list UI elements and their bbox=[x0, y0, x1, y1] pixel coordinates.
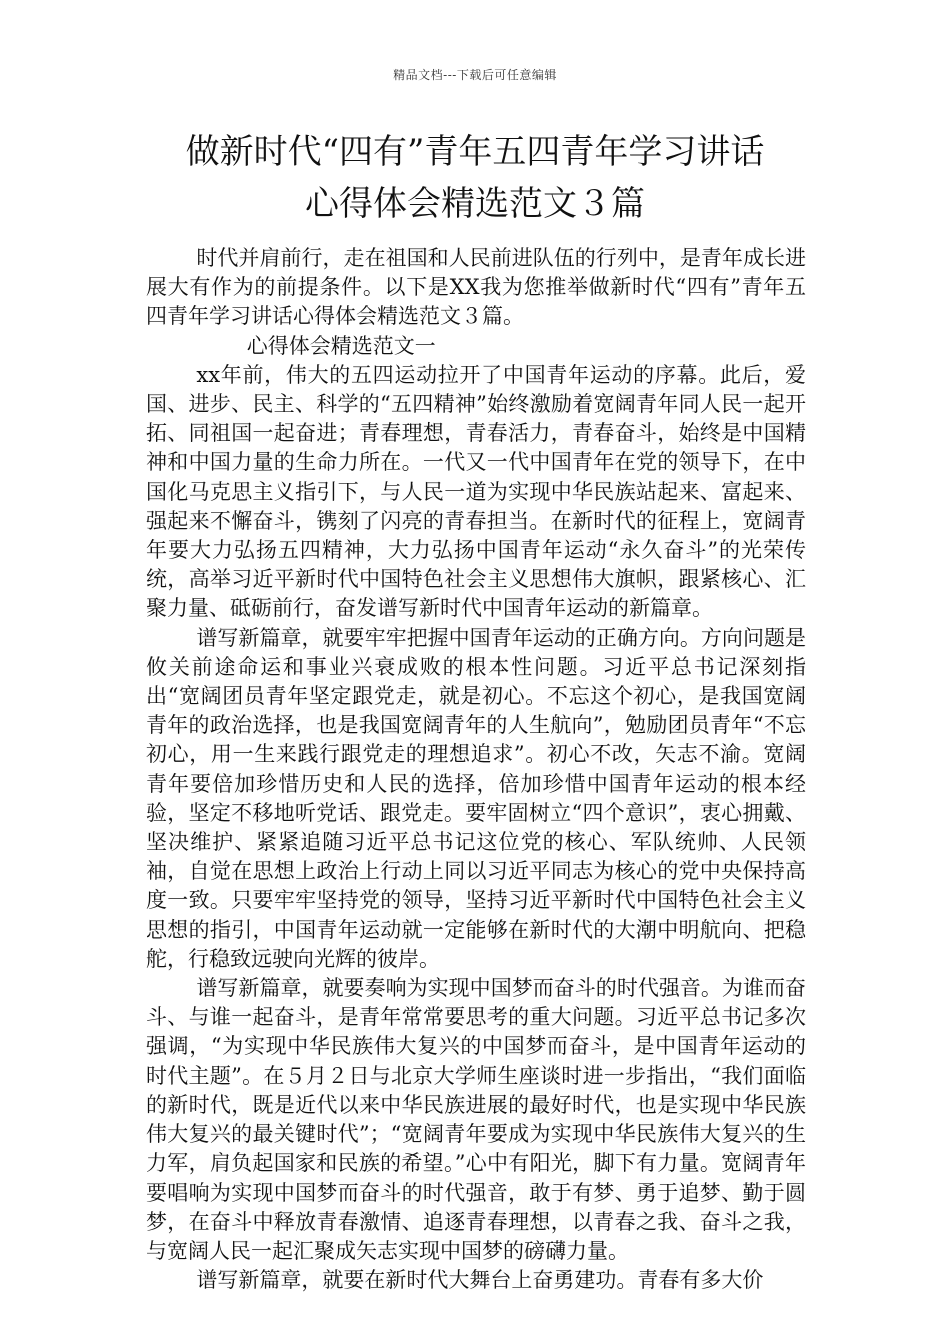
body-paragraph: 谱写新篇章，就要奏响为实现中国梦而奋斗的时代强音。为谁而奋斗、与谁一起奋斗，是青年常常要思考的重大问题。习近平总书记多次强调，“为实现中华民族伟大复兴的中国梦而奋斗，是中国青年运动的时代主题”。在５月２日与北京大学师生座谈时进一步指出，“我们面临的新时代，既是近代以来中华民族进展的最好时代，也是实现中华民族伟大复兴的最关键时代”；“宽阔青年要成为实现中华民族伟大复兴的生力军，肩负起国家和民族的希望。”心中有阳光，脚下有力量。宽阔青年要唱响为实现中国梦而奋斗的时代强音，敢于有梦、勇于追梦、勤于圆梦，在奋斗中释放青春激情、追逐青春理想，以青春之我、奋斗之我，与宽阔人民一起汇聚成矢志实现中国梦的磅礴力量。 bbox=[146, 976, 806, 1263]
body-paragraph: 谱写新篇章，就要牢牢把握中国青年运动的正确方向。方向问题是攸关前途命运和事业兴衰成败的根本性问题。习近平总书记深刻指出“宽阔团员青年坚定跟党走，就是初心。不忘这个初心，是我国宽阔青年的政治选择，也是我国宽阔青年的人生航向”，勉励团员青年“不忘初心，用一生来践行跟党走的理想追求”。初心不改，矢志不渝。宽阔青年要倍加珍惜历史和人民的选择，倍加珍惜中国青年运动的根本经验，坚定不移地听党话、跟党走。要牢固树立“四个意识”，衷心拥戴、坚决维护、紧紧追随习近平总书记这位党的核心、军队统帅、人民领袖，自觉在思想上政治上行动上同以习近平同志为核心的党中央保持高度一致。只要牢牢坚持党的领导，坚持习近平新时代中国特色社会主义思想的指引，中国青年运动就一定能够在新时代的大潮中明航向、把稳舵，行稳致远驶向光辉的彼岸。 bbox=[146, 625, 806, 971]
section-heading: 心得体会精选范文一 bbox=[246, 333, 436, 358]
document-body bbox=[146, 244, 806, 1295]
intro-paragraph: 时代并肩前行，走在祖国和人民前进队伍的行列中，是青年成长进展大有作为的前提条件。以下是XX我为您推举做新时代“四有”青年五四青年学习讲话心得体会精选范文３篇。 bbox=[146, 246, 806, 329]
title-line-2: 心得体会精选范文３篇 bbox=[305, 184, 645, 224]
body-paragraph: xx年前，伟大的五四运动拉开了中国青年运动的序幕。此后，爱国、进步、民主、科学的“五四精神”始终激励着宽阔青年同人民一起开拓、同祖国一起奋进；青春理想，青春活力，青春奋斗，始终是中国精神和中国力量的生命力所在。一代又一代中国青年在党的领导下，在中国化马克思主义指引下，与人民一道为实现中华民族站起来、富起来、强起来不懈奋斗，镌刻了闪亮的青春担当。在新时代的征程上，宽阔青年要大力弘扬五四精神，大力弘扬中国青年运动“永久奋斗”的光荣传统，高举习近平新时代中国特色社会主义思想伟大旗帜，跟紧核心、汇聚力量、砥砺前行，奋发谱写新时代中国青年运动的新篇章。 bbox=[146, 362, 806, 621]
title-line-1: 做新时代“四有”青年五四青年学习讲话 bbox=[185, 132, 765, 172]
header-note: 精品文档---下载后可任意编辑 bbox=[393, 68, 557, 82]
document-title bbox=[150, 126, 800, 230]
body-paragraph: 谱写新篇章，就要在新时代大舞台上奋勇建功。青春有多大价 bbox=[196, 1268, 764, 1293]
